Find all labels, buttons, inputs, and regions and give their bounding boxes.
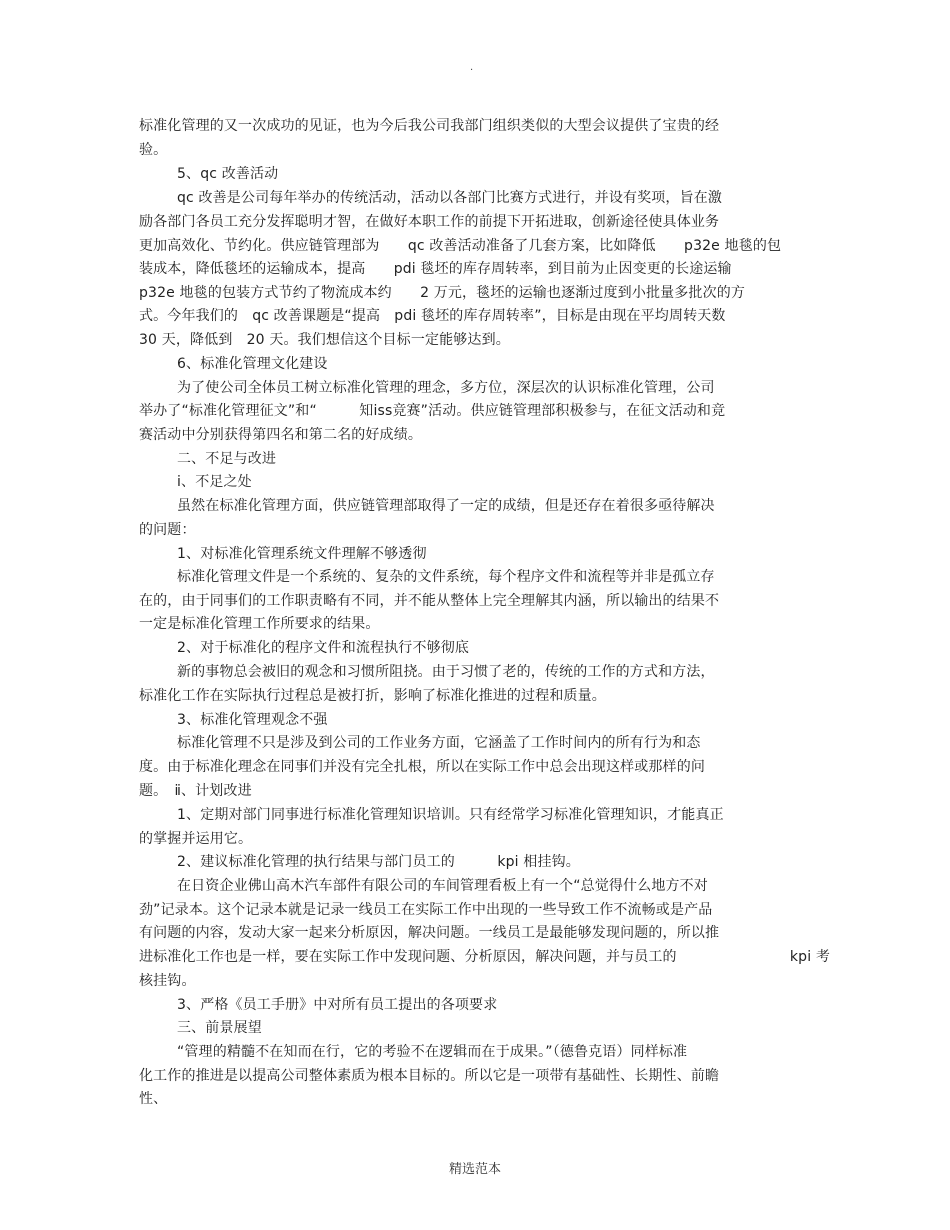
text-line: 1、定期对部门同事进行标准化管理知识培训。只有经常学习标准化管理知识，才能真正 <box>177 807 724 823</box>
header-mark: . <box>470 62 474 73</box>
text-line: “管理的精髓不在知而在行，它的考验不在逻辑而在于成果。”（德鲁克语）同样标准 <box>177 1044 688 1060</box>
text-line: p32e 地毯的包装方式节约了物流成本约 2 万元，毯坯的运输也逐渐过度到小批量多批次的方 <box>139 285 746 301</box>
text-line: 励各部门各员工充分发挥聪明才智，在做好本职工作的前提下开拓进取，创新途径使具体业务 <box>139 214 720 230</box>
text-line: 新的事物总会被旧的观念和习惯所阻挠。由于习惯了老的，传统的工作的方式和方法， <box>177 664 715 680</box>
text-line: 三、前景展望 <box>177 1020 262 1036</box>
text-line: 性、 <box>139 1091 168 1107</box>
text-line: 虽然在标准化管理方面，供应链管理部取得了一定的成绩，但是还存在着很多亟待解决 <box>177 498 715 514</box>
text-line: 标准化工作在实际执行过程总是被打折，影响了标准化推进的过程和质量。 <box>139 688 606 704</box>
text-line: 赛活动中分别获得第四名和第二名的好成绩。 <box>139 427 422 443</box>
text-line: 5、qc 改善活动 <box>177 166 279 182</box>
text-line: 3、严格《员工手册》中对所有员工提出的各项要求 <box>177 997 498 1013</box>
text-line: ⅰ、不足之处 <box>177 474 252 490</box>
text-line: 一定是标准化管理工作所要求的结果。 <box>139 616 380 632</box>
text-line: 6、标准化管理文化建设 <box>177 356 328 372</box>
text-line: 进标准化工作也是一样，要在实际工作中发现问题、分析原因，解决问题，并与员工的 kpi 考 <box>139 949 830 965</box>
text-line: 有问题的内容，发动大家一起来分析原因，解决问题。一线员工是最能够发现问题的，所以推 <box>139 925 720 941</box>
page-footer: 精选范本 <box>448 1162 501 1177</box>
text-line: 劲”记录本。这个记录本就是记录一线员工在实际工作中出现的一些导致工作不流畅或是产品 <box>139 902 713 918</box>
text-line: 更加高效化、节约化。供应链管理部为 qc 改善活动准备了几套方案，比如降低 p32e 地毯的包 <box>139 238 782 254</box>
text-line: 3、标准化管理观念不强 <box>177 712 328 728</box>
text-line: 在日资企业佛山高木汽车部件有限公司的车间管理看板上有一个“总觉得什么地方不对 <box>177 878 708 894</box>
text-line: 30 天，降低到 20 天。我们想信这个目标一定能够达到。 <box>139 332 510 348</box>
text-line: 的掌握并运用它。 <box>139 831 253 847</box>
text-line: 在的，由于同事们的工作职责略有不同，并不能从整体上完全理解其内涵，所以输出的结果不 <box>139 593 720 609</box>
text-line: 核挂钩。 <box>139 973 196 989</box>
text-line: 为了使公司全体员工树立标准化管理的理念，多方位，深层次的认识标准化管理，公司 <box>177 380 715 396</box>
text-line: 装成本，降低毯坯的运输成本，提高 pdi 毯坯的库存周转率，到目前为止因变更的长途运输 <box>139 261 732 277</box>
text-line: 验。 <box>139 142 168 158</box>
text-line: 度。由于标准化理念在同事们并没有完全扎根，所以在实际工作中总会出现这样或那样的问 <box>139 759 705 775</box>
text-line: 标准化管理的又一次成功的见证，也为今后我公司我部门组织类似的大型会议提供了宝贵的经 <box>139 118 720 134</box>
text-line: 标准化管理文件是一个系统的、复杂的文件系统，每个程序文件和流程等并非是孤立存 <box>177 569 715 585</box>
text-line: 式。今年我们的 qc 改善课题是“提高 pdi 毯坯的库存周转率”，目标是由现在平均周转天数 <box>139 308 726 324</box>
text-line: 题。 ⅱ、计划改进 <box>139 783 252 799</box>
text-line: 化工作的推进是以提高公司整体素质为根本目标的。所以它是一项带有基础性、长期性、前瞻 <box>139 1068 720 1084</box>
text-line: 2、建议标准化管理的执行结果与部门员工的 kpi 相挂钩。 <box>177 854 580 870</box>
text-line: 二、不足与改进 <box>177 451 277 467</box>
text-line: 举办了“标准化管理征文”和“ 知iss竞赛”活动。供应链管理部积极参与，在征文活动和竞 <box>139 403 726 419</box>
text-line: 的问题： <box>139 522 196 538</box>
text-line: 2、对于标准化的程序文件和流程执行不够彻底 <box>177 640 470 656</box>
text-line: 1、对标准化管理系统文件理解不够透彻 <box>177 546 427 562</box>
text-line: qc 改善是公司每年举办的传统活动，活动以各部门比赛方式进行，并设有奖项，旨在激 <box>177 190 723 206</box>
text-line: 标准化管理不只是涉及到公司的工作业务方面，它涵盖了工作时间内的所有行为和态 <box>177 735 701 751</box>
